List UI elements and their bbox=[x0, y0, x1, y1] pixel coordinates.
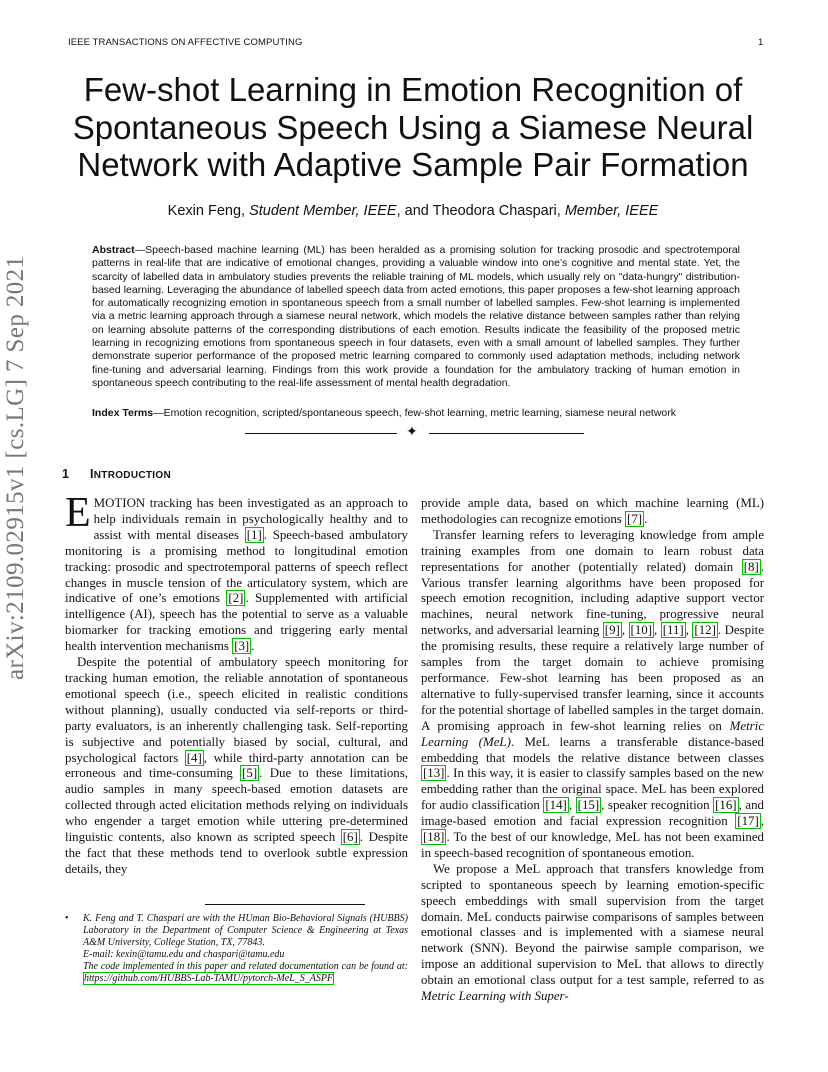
citation-link[interactable]: [1] bbox=[246, 527, 262, 542]
footnote-body bbox=[83, 913, 408, 984]
footnote bbox=[65, 913, 408, 984]
paragraph bbox=[65, 490, 409, 655]
text: . bbox=[251, 639, 255, 654]
citation-link[interactable]: [6] bbox=[342, 830, 358, 845]
page-number: 1 bbox=[758, 37, 764, 48]
italic-term: Metric Learning with Super- bbox=[421, 989, 569, 1004]
text: . To the best of our knowledge, MeL has not been examined in speech-based recognition of spontaneous emotion. bbox=[421, 830, 764, 860]
author-role: Student Member, IEEE bbox=[249, 203, 397, 219]
citation-link[interactable]: [11] bbox=[662, 623, 684, 638]
author-connector: , and bbox=[396, 203, 433, 219]
drop-cap: E bbox=[65, 490, 91, 536]
text: . MeL learns a transferable distance-based embedding that models the relative distance between classes bbox=[421, 734, 764, 765]
paragraph bbox=[421, 528, 764, 862]
index-terms-label: Index Terms bbox=[92, 407, 154, 419]
citation-link[interactable]: [13] bbox=[423, 766, 445, 781]
text: . bbox=[644, 511, 648, 526]
footnote-email: E-mail: kexin@tamu.edu and chaspari@tamu.edu bbox=[83, 948, 285, 960]
abstract bbox=[92, 244, 740, 390]
abstract-text: —Speech-based machine learning (ML) has been heralded as a promising solution for tracking prosodic and spectrotemporal patterns in real-life that are indicative of emotional changes, providing a valuable window into one’s cognitive and mental state. Yet, the scarcity of labelled data in ambulatory studies prevents the reliable training of ML models, which usually rely on "data-hungry" distribution-based learning. Leveraging the abundance of labelled speech data from acted emotions, this paper proposes a few-shot learning approach for automatically recognizing emotion in spontaneous speech from a small number of labelled samples. Few-shot learning is implemented via a metric learning approach through a siamese neural network, which models the relative distance between samples rather than relying on learning absolute patterns of the corresponding distributions of each emotion. Results indicate the feasibility of the proposed metric learning in recognizing emotions from spontaneous speech in four datasets, even with a small amount of labelled samples. They further demonstrate superior performance of the proposed metric learning compared to commonly used adaptation methods, including network fine-tuning and adversarial learning. Findings from this work provide a foundation for the ambulatory tracking of human emotion in spontaneous speech contributing to the real-life assessment of mental health degradation. bbox=[92, 244, 740, 389]
text: We propose a MeL approach that transfers knowledge from scripted to spontaneous speech by learning emotion-specific speech embeddings with small supervision from the target domain. MeL conducts pairwise comparisons of samples between emotional classes and is implemented with a siamese neural network (SNN). Beyond the pairwise sample comparison, we impose an additional supervision to MeL that allows to directly obtain an emotional class output for a test sample, referred to as bbox=[421, 861, 764, 988]
citation-link[interactable]: [8] bbox=[743, 559, 759, 574]
index-terms bbox=[92, 407, 740, 420]
citation-link[interactable]: [18] bbox=[423, 830, 445, 845]
footnote-rule bbox=[205, 904, 365, 905]
text: , bbox=[654, 623, 661, 638]
italic-term: Metric Learning (MeL) bbox=[421, 718, 764, 749]
citation-link[interactable]: [14] bbox=[545, 798, 567, 813]
citation-link[interactable]: [3] bbox=[234, 639, 250, 654]
left-column bbox=[65, 490, 409, 878]
separator-star-icon: ✦ bbox=[406, 425, 418, 440]
text: , speaker recognition bbox=[601, 798, 714, 813]
citation-link[interactable]: [16] bbox=[715, 798, 737, 813]
author-line: Kexin Feng, Student Member, IEEE, and Theodora Chaspari, Member, IEEE bbox=[167, 203, 659, 219]
paper-title: Few-shot Learning in Emotion Recognition of Spontaneous Speech Using a Siamese Neural Network with Adaptive Sample Pair Formation bbox=[72, 71, 754, 183]
author-name: Theodora Chaspari bbox=[432, 203, 557, 219]
text: , bbox=[685, 623, 693, 638]
author-name: Kexin Feng bbox=[167, 203, 242, 219]
citation-link[interactable]: [9] bbox=[604, 623, 620, 638]
separator-line-right bbox=[429, 433, 584, 434]
citation-link[interactable]: [5] bbox=[242, 766, 258, 781]
text: , and image-based emotion and facial expression recognition bbox=[421, 798, 765, 829]
section-heading bbox=[62, 467, 171, 481]
abstract-label: Abstract bbox=[92, 244, 135, 256]
footnote-affiliation: K. Feng and T. Chaspari are with the HUman Bio-Behavioral Signals (HUBBS) Laboratory in the Department of Computer Science & Engineering at Texas A&M University, College Station, TX, 77843. bbox=[83, 913, 408, 948]
citation-link[interactable]: [12] bbox=[694, 623, 716, 638]
section-number: 1 bbox=[62, 467, 70, 481]
text: . Despite the promising results, these require a relatively large number of samples from the target domain to achieve promising performance. Few-shot learning has been proposed as an alternative to fully-supervised transfer learning, since it accounts for the potential shortage of labelled samples in the target domain. A promising approach in few-shot learning relies on bbox=[421, 623, 764, 733]
text: . Due to these limitations, audio samples in many speech-based emotion datasets are collected through acted elicitation methods relying on individuals who engender a target emotion while uttering pre-determined linguistic contents, also known as scripted speech bbox=[65, 766, 408, 845]
smallcaps-word: MOTION bbox=[93, 496, 146, 510]
citation-link[interactable]: [2] bbox=[228, 591, 244, 606]
citation-link[interactable]: [10] bbox=[630, 623, 653, 638]
text: , bbox=[760, 814, 764, 829]
arxiv-id: arXiv:2109.02915v1 [cs.LG] 7 Sep 2021 bbox=[2, 255, 29, 680]
section-title-first: I bbox=[90, 467, 94, 481]
paragraph bbox=[65, 655, 408, 878]
citation-link[interactable]: [7] bbox=[627, 511, 643, 526]
footnote-code: The code implemented in this paper and related documentation can be found at: https://github.com/HUBBS-Lab-TAMU/pytorch-MeL_S_ASPF bbox=[83, 960, 408, 984]
text: , bbox=[621, 623, 626, 638]
citation-link[interactable]: [17] bbox=[737, 814, 759, 829]
footnote-bullet-icon: • bbox=[65, 913, 69, 924]
separator-line-left bbox=[245, 433, 397, 434]
paragraph bbox=[421, 496, 764, 528]
text: tracking has been investigated as an approach to help individuals remain in psychologically healthy and to assist with mental diseases bbox=[93, 496, 408, 542]
paragraph bbox=[421, 862, 764, 1005]
text: . Various transfer learning algorithms have been proposed for speech emotion recognition, including adaptive support vector machines, neural network fine-tuning, progressive neural networks, and adversarial learning bbox=[421, 559, 764, 638]
code-url-link[interactable]: https://github.com/HUBBS-Lab-TAMU/pytorch-MeL_S_ASPF bbox=[84, 972, 334, 984]
text: , while third-party annotation can be erroneous and time-consuming bbox=[65, 750, 408, 781]
citation-link[interactable]: [4] bbox=[186, 750, 202, 765]
text: . In this way, it is easier to classify samples based on the new embedding rather than the original space. MeL has been explored for audio classification bbox=[421, 766, 764, 813]
text: provide ample data, based on which machine learning (ML) methodologies can recognize emotions bbox=[421, 496, 764, 526]
author-role: Member, IEEE bbox=[564, 203, 659, 219]
arxiv-stamp bbox=[2, 255, 42, 720]
citation-link[interactable]: [15] bbox=[577, 798, 600, 813]
right-column bbox=[421, 496, 764, 1005]
running-head: IEEE TRANSACTIONS ON AFFECTIVE COMPUTING bbox=[68, 37, 303, 48]
section-title-rest: NTRODUCTION bbox=[93, 470, 171, 481]
text: . Supplemented with artificial intelligence (AI), speech has the potential to serve as a valuable biomarker for tracking emotions and triggering early mental health intervention mechanisms bbox=[65, 591, 409, 654]
index-terms-text: —Emotion recognition, scripted/spontaneous speech, few-shot learning, metric learning, siamese neural network bbox=[153, 407, 677, 419]
text: . Despite the fact that these methods tend to overlook subtle expression details, they bbox=[65, 830, 408, 876]
text: . Speech-based ambulatory monitoring is a promising method to longitudinal emotion tracking: prosodic and spectrotemporal patterns of speech reflect changes in muscle tension of the articulatory system, which are indicative of one’s emotions bbox=[65, 527, 408, 606]
text: , bbox=[568, 798, 576, 813]
text: Transfer learning refers to leveraging knowledge from ample training examples from one domain to learn robust data representations for another (potentially related) domain bbox=[421, 527, 764, 574]
text: Despite the potential of ambulatory speech monitoring for tracking human emotion, the reliable annotation of spontaneous emotional speech (i.e., speech elicited in realistic conditions without planning), usually conducted via self-reports or third-party evaluators, is an inherently challenging task. Self-reporting is subjective and potentially biased by social, cultural, and psychological factors bbox=[65, 655, 408, 765]
